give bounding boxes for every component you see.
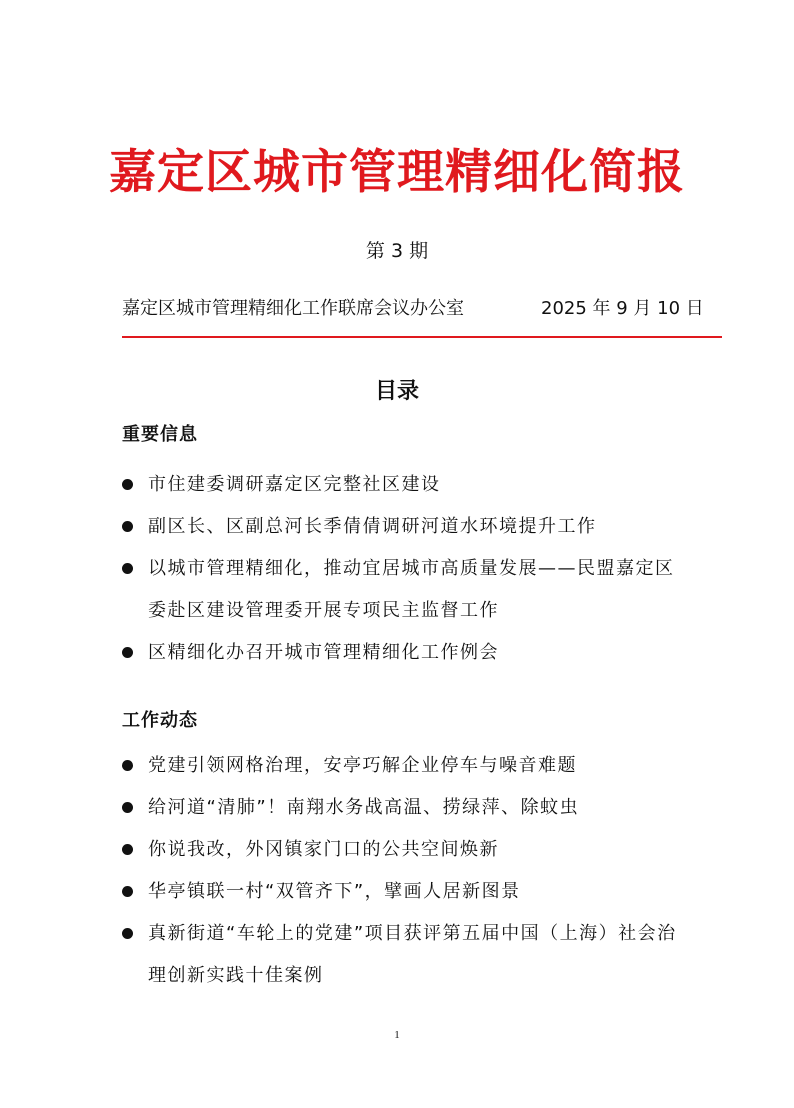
toc-item-text: 给河道“清肺”！南翔水务战高温、捞绿萍、除蚊虫 (148, 797, 580, 818)
bullet-icon (122, 563, 133, 574)
bullet-icon (122, 760, 133, 771)
bullet-icon (122, 886, 133, 897)
toc-item-text: 市住建委调研嘉定区完整社区建设 (148, 474, 441, 495)
toc-item-text: 党建引领网格治理，安亭巧解企业停车与噪音难题 (148, 755, 577, 776)
toc-item-text: 区精细化办召开城市管理精细化工作例会 (148, 642, 499, 663)
bullet-icon (122, 844, 133, 855)
toc-item-text: 华亭镇联一村“双管齐下”，擘画人居新图景 (148, 881, 521, 902)
toc-item[interactable] (122, 464, 688, 506)
toc-item-text: 以城市管理精细化，推动宜居城市高质量发展——民盟嘉定区委赴区建设管理委开展专项民主监督工作 (148, 558, 675, 621)
bullet-icon (122, 802, 133, 813)
toc-item-text: 真新街道“车轮上的党建”项目获评第五届中国（上海）社会治理创新实践十佳案例 (148, 923, 677, 986)
toc-list-important (122, 464, 722, 674)
bullet-icon (122, 928, 133, 939)
newsletter-title: 嘉定区城市管理精细化简报 (109, 145, 685, 200)
toc-item[interactable] (122, 632, 688, 674)
header-divider (122, 336, 722, 338)
toc-item[interactable] (122, 548, 688, 632)
bullet-icon (122, 647, 133, 658)
toc-section-work-updates (122, 706, 722, 997)
toc-section-important (122, 420, 722, 674)
issuing-office: 嘉定区城市管理精细化工作联席会议办公室 (122, 298, 464, 319)
toc-item[interactable] (122, 913, 688, 997)
bullet-icon (122, 479, 133, 490)
page-number: 1 (394, 1029, 400, 1041)
toc-item-text: 副区长、区副总河长季倩倩调研河道水环境提升工作 (148, 516, 597, 537)
section-title: 工作动态 (122, 710, 198, 731)
toc-list-work-updates (122, 745, 722, 997)
toc-item[interactable] (122, 745, 688, 787)
toc-heading: 目录 (374, 379, 419, 404)
issue-date: 2025 年 9 月 10 日 (541, 298, 704, 319)
toc-item[interactable] (122, 871, 688, 913)
section-title: 重要信息 (122, 424, 198, 445)
issue-number: 第 3 期 (365, 240, 429, 262)
bullet-icon (122, 521, 133, 532)
toc-item[interactable] (122, 506, 688, 548)
toc-item[interactable] (122, 787, 688, 829)
toc-item-text: 你说我改，外冈镇家门口的公共空间焕新 (148, 839, 499, 860)
toc-item[interactable] (122, 829, 688, 871)
